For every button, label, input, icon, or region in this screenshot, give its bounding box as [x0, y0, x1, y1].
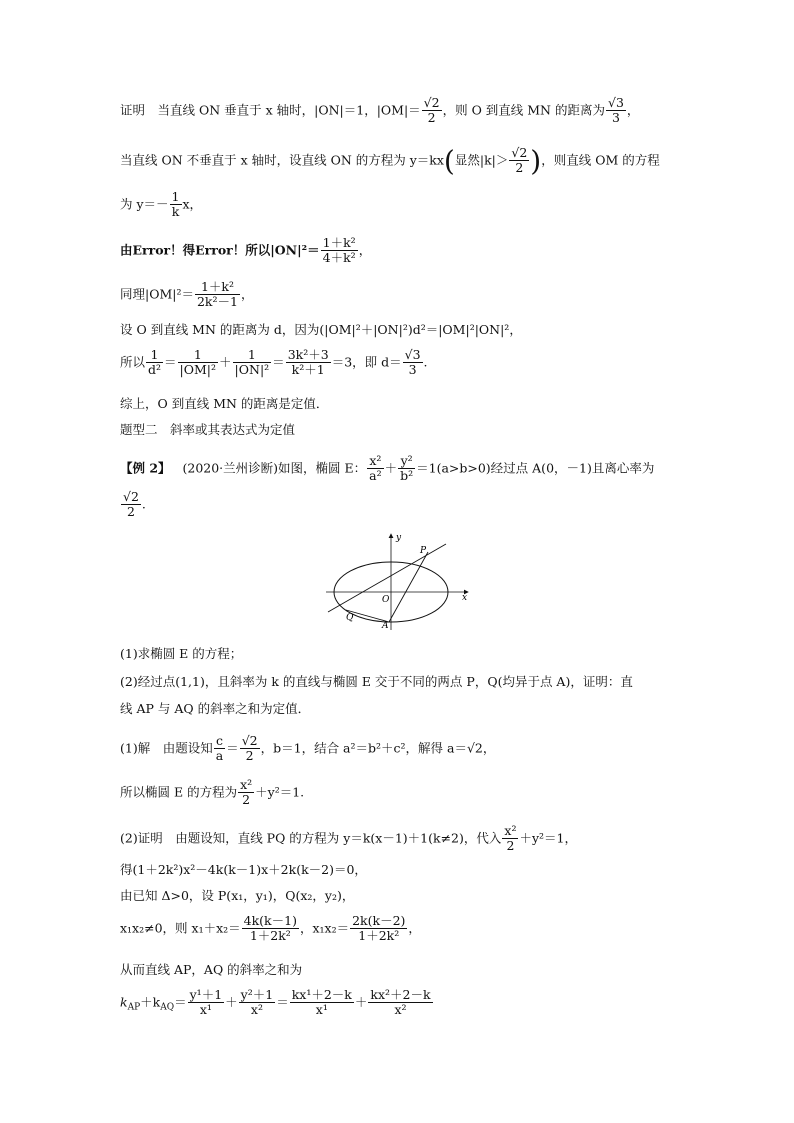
- proof-line-4: 由Error！得Error！所以|ON|²＝ $\frac{\text{1＋k²}}{\text{4＋k²}}$ ，: [120, 235, 372, 266]
- label-o: O: [382, 595, 390, 605]
- fraction: $\frac{√2}{2}$: [511, 145, 528, 176]
- section-heading: 题型二 斜率或其表达式为定值: [120, 422, 296, 437]
- proof-line-5: 同理|OM|²＝ $\frac{\text{1＋k²}}{\text{2k²－1}}$ ，: [120, 279, 254, 310]
- fraction: $\frac{\text{1＋k²}}{\text{4＋k²}}$: [322, 235, 356, 266]
- example-tag: 【例 2】: [120, 460, 171, 476]
- ellipse-figure: [318, 530, 478, 635]
- solution-line-4: 得(1＋2k²)x²－4k(k－1)x＋2k(k－2)＝0，: [120, 862, 367, 877]
- fraction: $\frac{√2}{2}$: [423, 95, 440, 126]
- proof-line-1: 证明 当直线 ON 垂直于 x 轴时，|ON|＝1，|OM|＝ $\frac{√2}{2}$ ，则 O 到直线 MN 的距离为 $\frac{√3}{3}$ ，: [120, 95, 640, 126]
- fraction: $\frac{\text{1＋k²}}{\text{2k²－1}}$: [196, 279, 238, 310]
- question-2b: 线 AP 与 AQ 的斜率之和为定值．: [120, 701, 311, 716]
- example-line-1: 【例 2】 (2020·兰州诊断)如图，椭圆 E： $\frac{\text{x²}}{\text{a²}}$ ＋ $\frac{\text{y²}}{\text{b²}}$ ＝1(a>b>0)经过点 A(0，－1)且离心率为: [120, 453, 655, 484]
- fraction: $\frac{1}{k}$: [171, 189, 180, 220]
- proof-line-6: 设 O 到直线 MN 的距离为 d，因为(|OM|²＋|ON|²)d²＝|OM|²|ON|²，: [120, 322, 522, 337]
- solution-line-1: (1)解 由题设知 $\frac{c}{a}$ ＝ $\frac{√2}{2}$ ，b＝1，结合 a²＝b²＋c²，解得 a＝√2，: [120, 733, 496, 764]
- proof-line-8: 综上，O 到直线 MN 的距离是定值．: [120, 396, 329, 411]
- proof-line-7: 所以 $\frac{1}{\text{d²}}$ ＝ $\frac{1}{\text{|OM|²}}$ ＋ $\frac{1}{\text{|ON|²}}$ ＝ $\frac{\text{3k²＋3}}{\text{k²＋1}}$ ＝3，即 d＝ $\frac{√3}{3}$ .: [120, 347, 428, 378]
- solution-line-8: $k_{AP}+k_{AQ}=$ $\frac{\text{y¹＋1}}{\text{x¹}}$ ＋ $\frac{\text{y²＋1}}{\text{x²}}$ ＝ $\frac{\text{kx¹＋2－k}}{\text{x¹}}$ ＋ $\frac{\text{kx²＋2－k}}{\text{x²}}$: [120, 987, 431, 1018]
- label-y: y: [396, 533, 402, 543]
- text: ，则 O 到直线 MN 的距离为: [442, 102, 605, 118]
- label-a: A: [382, 621, 389, 631]
- label-p: P: [420, 546, 427, 556]
- solution-line-3: (2)证明 由题设知，直线 PQ 的方程为 y＝k(x－1)＋1(k≠2)，代入 $\frac{\text{x²}}{2}$ ＋y²＝1，: [120, 823, 577, 854]
- label-q: Q: [346, 613, 354, 623]
- solution-line-5: 由已知 Δ>0，设 P(x₁，y₁)，Q(x₂，y₂)，: [120, 888, 355, 903]
- solution-line-2: 所以椭圆 E 的方程为 $\frac{\text{x²}}{2}$ ＋y²＝1.: [120, 777, 305, 808]
- label-x: x: [462, 593, 468, 603]
- proof-line-3: 为 y＝－ $\frac{1}{k}$ x，: [120, 189, 203, 220]
- solution-line-6: x₁x₂≠0，则 x₁＋x₂＝ $\frac{4k(k-1)}{\text{1＋2k²}}$ ，x₁x₂＝ $\frac{2k(k-2)}{\text{1＋2k²}}$ ，: [120, 913, 421, 944]
- example-line-2: $\frac{√2}{2}$ .: [123, 489, 146, 520]
- proof-line-2: 当直线 ON 不垂直于 x 轴时，设直线 ON 的方程为 y＝kx(显然|k|＞ $\frac{√2}{2}$ )，则直线 OM 的方程: [120, 144, 660, 178]
- fraction: $\frac{√3}{3}$: [607, 95, 624, 126]
- text: 证明 当直线 ON 垂直于 x 轴时，|ON|＝1，|OM|＝: [120, 102, 421, 118]
- solution-line-7: 从而直线 AP，AQ 的斜率之和为: [120, 962, 303, 977]
- question-1: (1)求椭圆 E 的方程；: [120, 646, 243, 661]
- question-2a: (2)经过点(1,1)，且斜率为 k 的直线与椭圆 E 交于不同的两点 P，Q(均异于点 A)，证明：直: [120, 674, 633, 689]
